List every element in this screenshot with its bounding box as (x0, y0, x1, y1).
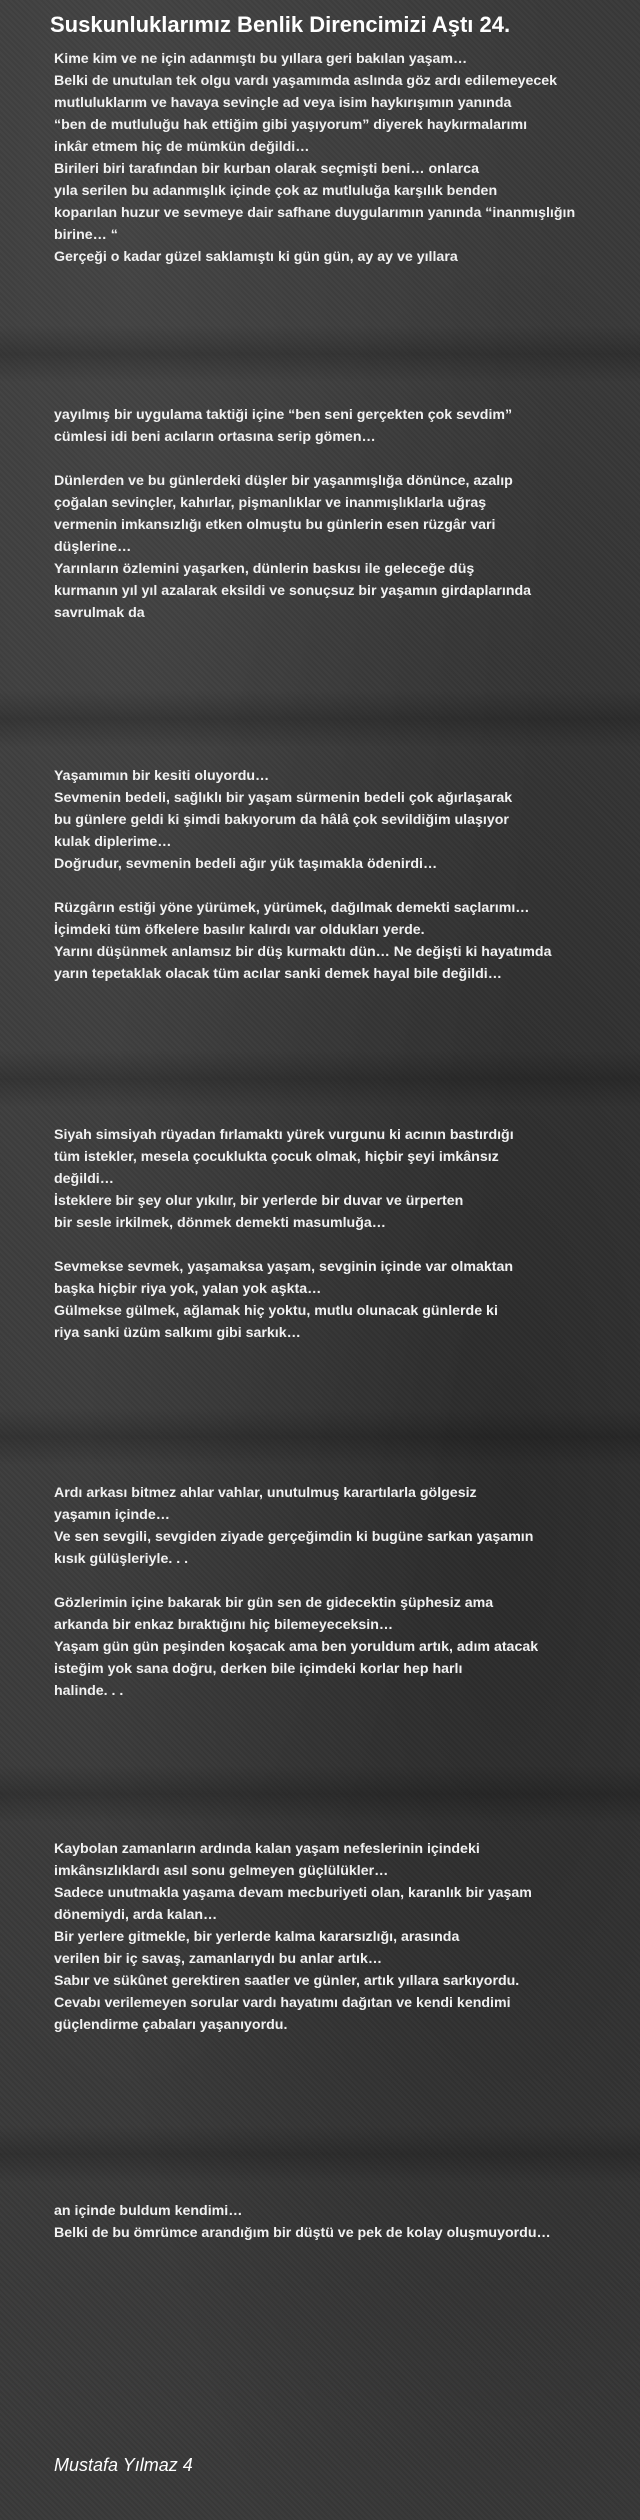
poem-line: Kaybolan zamanların ardında kalan yaşam nefeslerinin içindeki (54, 1841, 480, 1857)
poem-line: yaşamın içinde… (54, 1507, 170, 1523)
poem-line: Dünlerden ve bu günlerdeki düşler bir yaşanmışlığa dönünce, azalıp (54, 473, 513, 489)
poem-section (0, 1124, 640, 1344)
poem-line: Gerçeği o kadar güzel saklamıştı ki gün gün, ay ay ve yıllara (54, 249, 458, 265)
poem-line: Gözlerimin içine bakarak bir gün sen de gidecektin şüphesiz ama (54, 1595, 494, 1611)
poem-line: Sevmenin bedeli, sağlıklı bir yaşam sürmenin bedeli çok ağırlaşarak (54, 790, 513, 806)
poem-line: Yarınların özlemini yaşarken, dünlerin baskısı ile geleceğe düş (54, 561, 475, 577)
poem-line: dönemiydi, arda kalan… (54, 1907, 218, 1923)
poem-line: Yarını düşünmek anlamsız bir düş kurmaktı dün… Ne değişti ki hayatımda (54, 944, 552, 960)
poem-line: koparılan huzur ve sevmeye dair safhane duygularımın yanında “inanmışlığın (54, 205, 576, 221)
poem-line: yarın tepetaklak olacak tüm acılar sanki demek hayal bile değildi… (54, 966, 502, 982)
poem-line: Sadece unutmakla yaşama devam mecburiyeti olan, karanlık bir yaşam (54, 1885, 532, 1901)
poem-line: verilen bir iç savaş, zamanlarıydı bu anlar artık… (54, 1951, 383, 1967)
stanza-break (0, 875, 640, 897)
section-divider (0, 2125, 640, 2183)
poem-line: Birileri biri tarafından bir kurban olarak seçmişti beni… onlarca (54, 161, 479, 177)
author-signature: Mustafa Yılmaz 4 (54, 2455, 193, 2475)
section-divider (0, 1050, 640, 1108)
poem-line: Yaşam gün gün peşinden koşacak ama ben yoruldum artık, adım atacak (54, 1639, 539, 1655)
poem-line: Yaşamımın bir kesiti oluyordu… (54, 768, 270, 784)
poem-line: bu günlere geldi ki şimdi bakıyorum da hâlâ çok sevildiğim ulaşıyor (54, 812, 509, 828)
poem-line: savrulmak da (54, 605, 145, 621)
poem-line: yayılmış bir uygulama taktiği içine “ben seni gerçekten çok sevdim” (54, 407, 513, 423)
poem-line: an içinde buldum kendimi… (54, 2203, 243, 2219)
poem-section (0, 765, 640, 985)
poem-line: güçlendirme çabaları yaşanıyordu. (54, 2017, 288, 2033)
poem-line: Belki de bu ömrümce arandığım bir düştü ve pek de kolay oluşmuyordu… (54, 2225, 551, 2241)
poem-line: Doğrudur, sevmenin bedeli ağır yük taşımakla ödenirdi… (54, 856, 438, 872)
section-divider (0, 1765, 640, 1823)
stanza-break (0, 448, 640, 470)
poem-line: kurmanın yıl yıl azalarak eksildi ve sonuçsuz bir yaşamın girdaplarında (54, 583, 532, 599)
poem-section (0, 1482, 640, 1702)
poem-section (0, 2200, 640, 2244)
poem-line: riya sanki üzüm salkımı gibi sarkık… (54, 1325, 301, 1341)
poem-line: İçimdeki tüm öfkelere basılır kalırdı var oldukları yerde. (54, 922, 425, 938)
stanza-break (0, 1570, 640, 1592)
stanza-break (0, 1234, 640, 1256)
poem-line: Siyah simsiyah rüyadan fırlamaktı yürek vurgunu ki acının bastırdığı (54, 1127, 514, 1143)
poem-line: Ve sen sevgili, sevgiden ziyade gerçeğimdin ki bugüne sarkan yaşamın (54, 1529, 534, 1545)
poem-line: çoğalan sevinçler, kahırlar, pişmanlıklar ve inanmışlıklarla uğraş (54, 495, 487, 511)
page-title: Suskunluklarımız Benlik Direncimizi Aştı 24. (50, 12, 511, 37)
poem-line: Ardı arkası bitmez ahlar vahlar, unutulmuş karartılarla gölgesiz (54, 1485, 477, 1501)
section-divider (0, 325, 640, 383)
poem-line: vermenin imkansızlığı etken olmuştu bu günlerin esen rüzgâr vari (54, 517, 496, 533)
poem-line: kulak diplerime… (54, 834, 172, 850)
poem-section (0, 404, 640, 624)
poem-line: düşlerine… (54, 539, 132, 555)
poem-line: bir sesle irkilmek, dönmek demekti masumluğa… (54, 1215, 386, 1231)
poem-line: “ben de mutluluğu hak ettiğim gibi yaşıyorum” diyerek haykırmalarımı (54, 117, 528, 133)
poem-line: kısık gülüşleriyle. . . (54, 1551, 189, 1567)
poem-line: Sabır ve sükûnet gerektiren saatler ve günler, artık yıllara sarkıyordu. (54, 1973, 520, 1989)
poem-line: arkanda bir enkaz bıraktığını hiç bilemeyeceksin… (54, 1617, 394, 1633)
poem-line: Cevabı verilemeyen sorular vardı hayatımı dağıtan ve kendi kendimi (54, 1995, 511, 2011)
poem-line: tüm istekler, mesela çocuklukta çocuk olmak, hiçbir şeyi imkânsız (54, 1149, 499, 1165)
poem-line: Gülmekse gülmek, ağlamak hiç yoktu, mutlu olunacak günlerde ki (54, 1303, 498, 1319)
poem-line: Belki de unutulan tek olgu vardı yaşamımda aslında göz ardı edilemeyecek (54, 73, 558, 89)
poem-line: Bir yerlere gitmekle, bir yerlerde kalma kararsızlığı, arasında (54, 1929, 460, 1945)
poem-line: İsteklere bir şey olur yıkılır, bir yerlerde bir duvar ve ürperten (54, 1193, 464, 1209)
poem-line: Kime kim ve ne için adanmıştı bu yıllara geri bakılan yaşam… (54, 51, 468, 67)
section-divider (0, 1408, 640, 1466)
poem-line: halinde. . . (54, 1683, 124, 1699)
poem-line: Rüzgârın estiği yöne yürümek, yürümek, dağılmak demekti saçlarımı… (54, 900, 530, 916)
poem-line: imkânsızlıklardı asıl sonu gelmeyen güçlülükler… (54, 1863, 389, 1879)
poem-line: yıla serilen bu adanmışlık içinde çok az mutluluğa karşılık benden (54, 183, 498, 199)
poem-line: başka hiçbir riya yok, yalan yok aşkta… (54, 1281, 322, 1297)
poem-line: değildi… (54, 1171, 114, 1187)
poem-line: isteğim yok sana doğru, derken bile içimdeki korlar hep harlı (54, 1661, 463, 1677)
poem-line: inkâr etmem hiç de mümkün değildi… (54, 139, 310, 155)
poem-line: Sevmekse sevmek, yaşamaksa yaşam, sevginin içinde var olmaktan (54, 1259, 514, 1275)
poem-line: cümlesi idi beni acıların ortasına serip gömen… (54, 429, 376, 445)
poem-line: birine… “ (54, 227, 118, 243)
section-divider (0, 690, 640, 748)
poem-section (0, 48, 640, 268)
poem-line: mutluluklarım ve havaya sevinçle ad veya isim haykırışımın yanında (54, 95, 512, 111)
poem-section (0, 1838, 640, 2036)
